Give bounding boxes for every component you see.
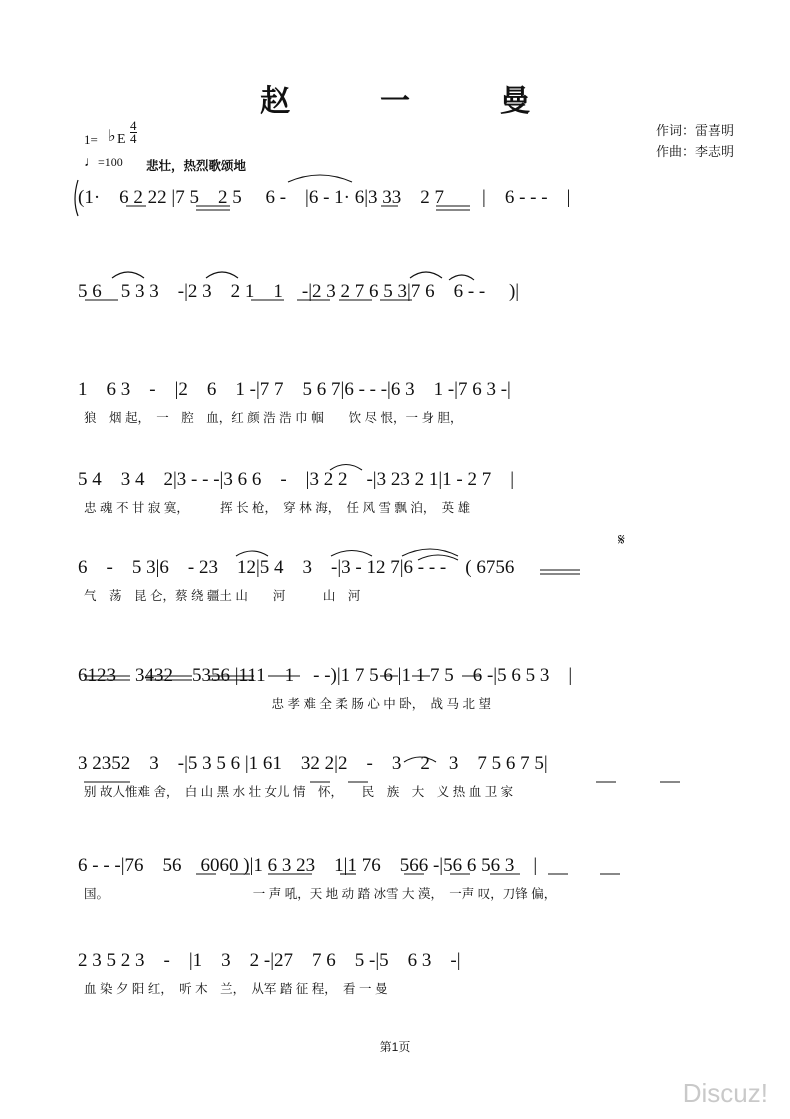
lyrics-line: 国。 一 声 吼，天 地 动 踏 冰雪 大 漠， 一声 叹，刀锋 偏， (84, 887, 557, 901)
quarter-note-icon: ♩ (84, 155, 98, 170)
lyrics-line: 气 荡 昆 仑，蔡 绕 疆土 山 河 山 河 (84, 589, 361, 603)
flat-icon: ♭ (108, 128, 116, 145)
tempo-value: =100 (98, 155, 123, 169)
notation-line: 5 6 5 3 3 -|2 3 2 1 1 -|2 3 2 7 6 5 3|7 6 6 - - )| (78, 281, 520, 302)
lyricist-line: 作词：雷喜明 (655, 123, 734, 138)
lyrics-line: 忠 孝 难 全 柔 肠 心 中 卧， 战 马 北 望 (84, 697, 491, 711)
time-signature (130, 120, 137, 145)
lyrics-line: 忠 魂 不 甘 寂 寞， 挥 长 枪， 穿 林 海， 任 风 雪 飘 泊， 英 雄 (84, 501, 471, 515)
meter-numerator: 4 (130, 118, 137, 133)
lyrics-line: 血 染 夕 阳 红， 听 木 兰， 从军 踏 征 程， 看 一 曼 (84, 982, 388, 996)
segno-icon: 𝄋 (618, 532, 625, 549)
expression-marking: 悲壮，热烈歌颂地 (146, 159, 247, 173)
key-letter: E (117, 132, 126, 147)
meter-denominator: 4 (130, 131, 137, 146)
notation-line: 6123 3432 5356 |111 1 - -)|1 7 5 6 |1 1 7 5 6 -|5 6 5 3 | (78, 665, 573, 686)
notation-line: 3 2352 3 -|5 3 5 6 |1 61 32 2|2 - 3 2 3 7 5 6 7 5| (78, 753, 548, 774)
lyrics-line: 狼 烟 起， 一 腔 血，红 颜 浩 浩 巾 帼 饮 尽 恨，一 身 胆， (84, 411, 463, 425)
page-title: 赵 一 曼 (260, 85, 560, 118)
notation-line: 1 6 3 - |2 6 1 -|7 7 5 6 7|6 - - -|6 3 1 -|7 6 3 -| (78, 379, 511, 400)
notation-line: 5 4 3 4 2|3 - - -|3 6 6 - |3 2 2 -|3 23 2 1|1 - 2 7 | (78, 469, 515, 490)
composer-line: 作曲：李志明 (655, 144, 734, 159)
lyrics-line: 别 故人惟难 舍， 白 山 黑 水 壮 女儿 情 怀， 民 族 大 义 热 血 卫 家 (84, 785, 514, 799)
notation-line: 6 - - -|76 56 6060 )|1 6 3 23 1|1 76 566 -|56 6 56 3 | (78, 855, 538, 876)
notation-line: 6 - 5 3|6 - 23 12|5 4 3 -|3 - 12 7|6 - - - ( 6756 (78, 557, 515, 578)
watermark: Discuz! (682, 1078, 768, 1108)
page-number: 第1页 (379, 1040, 411, 1054)
tempo-marking (84, 155, 123, 171)
credits (656, 120, 734, 162)
key-label: 1= (84, 132, 98, 147)
notation-line: (1· 6 2 22 |7 5 2 5 6 - |6 - 1· 6|3 33 2 7 | 6 - - - | (78, 187, 571, 208)
notation-line: 2 3 5 2 3 - |1 3 2 -|27 7 6 5 -|5 6 3 -| (78, 950, 461, 971)
